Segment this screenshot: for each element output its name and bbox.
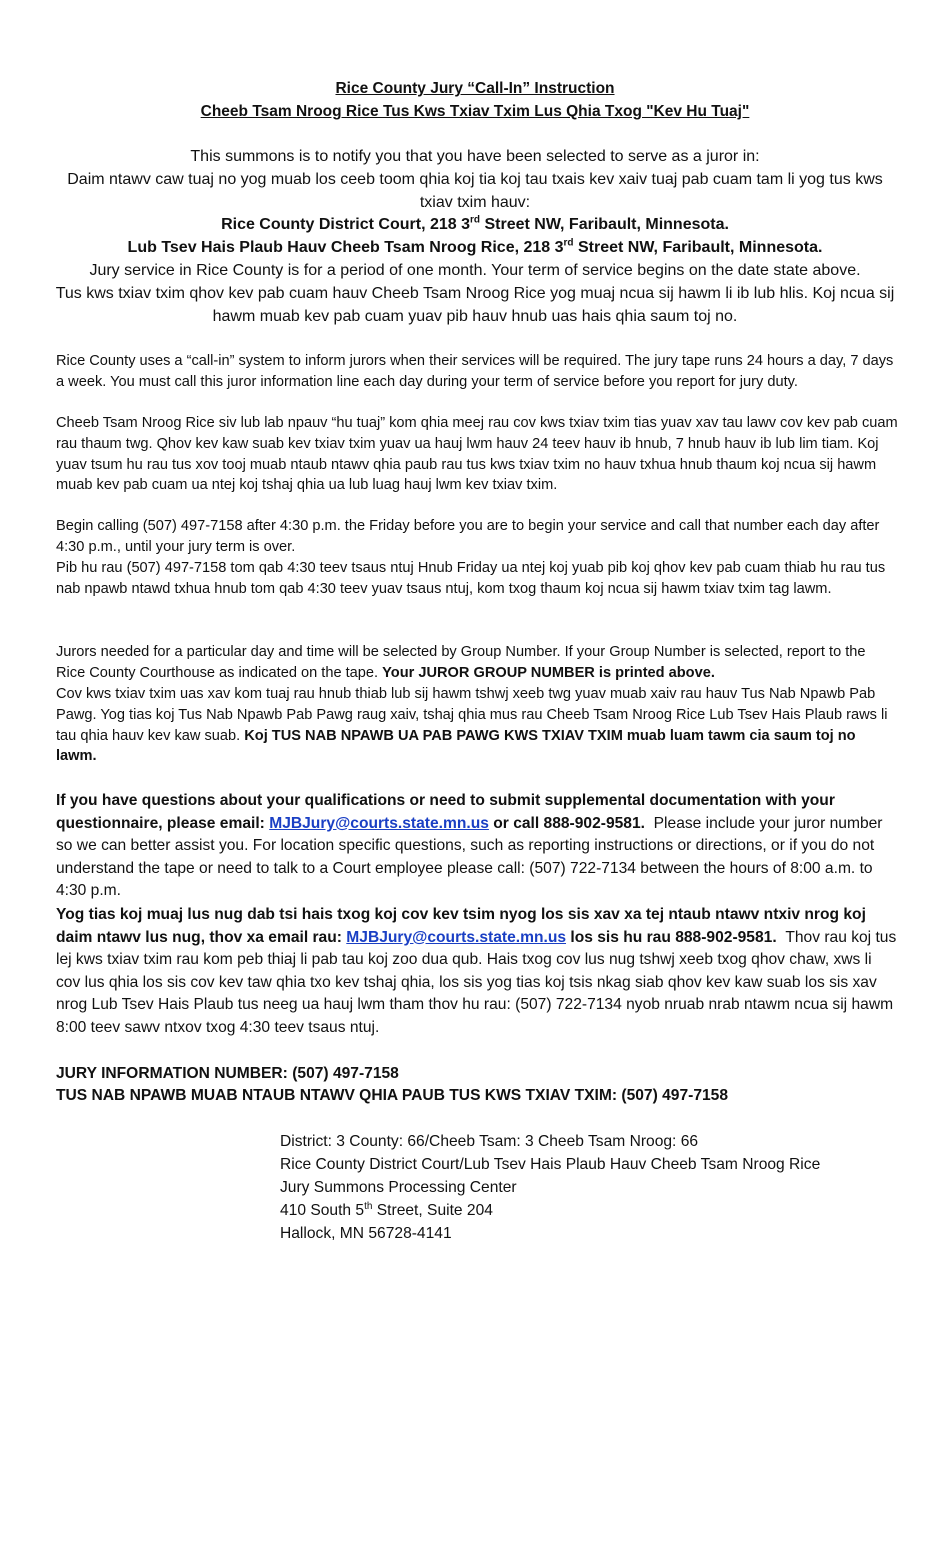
- summons-intro-hmong: Daim ntawv caw tuaj no yog muab los ceeb toom qhia koj tia koj tau txais kev xaiv tuaj pab cuam tam li yog tus kws txiav txim hauv:: [67, 171, 883, 211]
- address-center: Jury Summons Processing Center: [280, 1179, 517, 1196]
- group-english: Jurors needed for a particular day and time will be selected by Group Number. If your Group Number is selected, report to the Rice County Courthouse as indicated on the tape. Your JUROR GROUP NUMBER is printed above.: [56, 644, 866, 681]
- summons-intro-english: This summons is to notify you that you have been selected to serve as a juror in:: [190, 148, 760, 165]
- address-court: Rice County District Court/Lub Tsev Hais Plaub Hauv Cheeb Tsam Nroog Rice: [280, 1156, 821, 1173]
- page-title-hmong: Cheeb Tsam Nroog Rice Tus Kws Txiav Txim Lus Qhia Txog "Kev Hu Tuaj": [200, 103, 750, 120]
- term-hmong: Tus kws txiav txim qhov kev pab cuam hauv Cheeb Tsam Nroog Rice yog muaj ncua sij hawm li ib lub hlis. Koj ncua sij hawm muab kev pab cuam yuav pib hauv hnub uas hais qhia saum toj no.: [55, 285, 895, 325]
- email-link-hmong[interactable]: MJBJury@courts.state.mn.us: [346, 928, 567, 946]
- address-street: 410 South 5th Street, Suite 204: [280, 1200, 493, 1219]
- callin-english: Rice County uses a “call-in” system to inform jurors when their services will be required. The jury tape runs 24 hours a day, 7 days a week. You must call this juror information line each day during your term of service before you report for jury duty.: [56, 353, 894, 390]
- jury-info-number-english: JURY INFORMATION NUMBER: (507) 497-7158: [56, 1065, 399, 1082]
- page-title-english: Rice County Jury “Call-In” Instruction: [335, 80, 615, 97]
- group-hmong: Cov kws txiav txim uas xav kom tuaj rau hnub thiab lub sij hawm tshwj xeeb twg yuav muab xaiv rau hauv Tus Nab Npawb Pab Pawg. Yog tias koj Tus Nab Npawb Pab Pawg raug xaiv, tshaj qhia mus rau Cheeb Tsam Nroog Rice Lub Tsev Hais Plaub raws li tau qhia hauv kev kaw suab. Koj TUS NAB NPAWB UA PAB PAWG KWS TXIAV TXIM muab luam tawm cia saum toj no lawm.: [56, 686, 888, 765]
- calling-hmong: Pib hu rau (507) 497-7158 tom qab 4:30 teev tsaus ntuj Hnub Friday ua ntej koj yuab pib koj qhov kev pab cuam thiab hu rau tus nab npawb ntawd txhua hnub tom qab 4:30 teev yuav tsaus ntuj, kom txog thaum koj ncua sij hawm txiav txim tag lawm.: [56, 560, 886, 597]
- jury-info-number-hmong: TUS NAB NPAWB MUAB NTAUB NTAWV QHIA PAUB TUS KWS TXIAV TXIM: (507) 497-7158: [56, 1087, 729, 1104]
- court-address-hmong: Lub Tsev Hais Plaub Hauv Cheeb Tsam Nroog Rice, 218 3rd Street NW, Faribault, Minnesota.: [127, 237, 823, 256]
- calling-english: Begin calling (507) 497-7158 after 4:30 p.m. the Friday before you are to begin your service and call that number each day after 4:30 p.m., until your jury term is over.: [56, 518, 880, 555]
- court-address-english: Rice County District Court, 218 3rd Street NW, Faribault, Minnesota.: [221, 214, 729, 233]
- term-english: Jury service in Rice County is for a period of one month. Your term of service begins on the date state above.: [89, 262, 861, 279]
- address-city: Hallock, MN 56728-4141: [280, 1225, 452, 1242]
- questions-english: If you have questions about your qualifications or need to submit supplemental documentation with your questionnaire, please email: MJBJury@courts.state.mn.us or call 888-902-9581. Please include your juror number so we can better assist you. For location specific questions, such as reporting instructions or directions, or if you do not understand the tape or need to talk to a Court employee please call: (507) 722-7134 between the hours of 8:00 a.m. to 4:30 p.m.: [56, 792, 883, 900]
- callin-hmong: Cheeb Tsam Nroog Rice siv lub lab npauv “hu tuaj” kom qhia meej rau cov kws txiav txim tias yuav xav tau lawv cov kev pab cuam rau thaum twg. Qhov kev kaw suab kev txiav txim yuav ua hauj lwm hauv 24 teev hauv ib hnub, 7 hnub hauv ib lub lim tiam. Koj yuav tsum hu rau tus xov tooj muab ntaub ntawv qhia paub rau tus kws txiav txim no hauv txhua hnub thaum koj ncua sij hawm muab kev pab cuam ua ntej koj tshaj qhia ua lub luag hauj lwm kev txiav txim.: [56, 415, 898, 494]
- questions-hmong: Yog tias koj muaj lus nug dab tsi hais txog koj cov kev tsim nyog los sis xav xa tej ntaub ntawv ntxiv nrog koj daim ntawv lus nug, thov xa email rau: MJBJury@courts.state.mn.us los sis hu rau 888-902-9581. Thov rau koj tus lej kws txiav txim rau kom peb thiaj li pab tau koj zoo dua qub. Hais txog cov lus nug tshwj xeeb txog qhov chaw, xws li cov lus qhia los sis cov kev taw qhia txo kev tshaj qhia, los sis yog tias koj tsis nkag siab qhov kev kaw suab los sis xav nrog Lub Tsev Hais Plaub tus neeg ua hauj lwm tham thov hu rau: (507) 722-7134 nyob nruab nrab ntawm ncua sij hawm 8:00 teev sawv ntxov txog 4:30 teev tsaus ntuj.: [56, 906, 897, 1036]
- address-district: District: 3 County: 66/Cheeb Tsam: 3 Cheeb Tsam Nroog: 66: [280, 1133, 699, 1150]
- email-link[interactable]: MJBJury@courts.state.mn.us: [269, 814, 489, 832]
